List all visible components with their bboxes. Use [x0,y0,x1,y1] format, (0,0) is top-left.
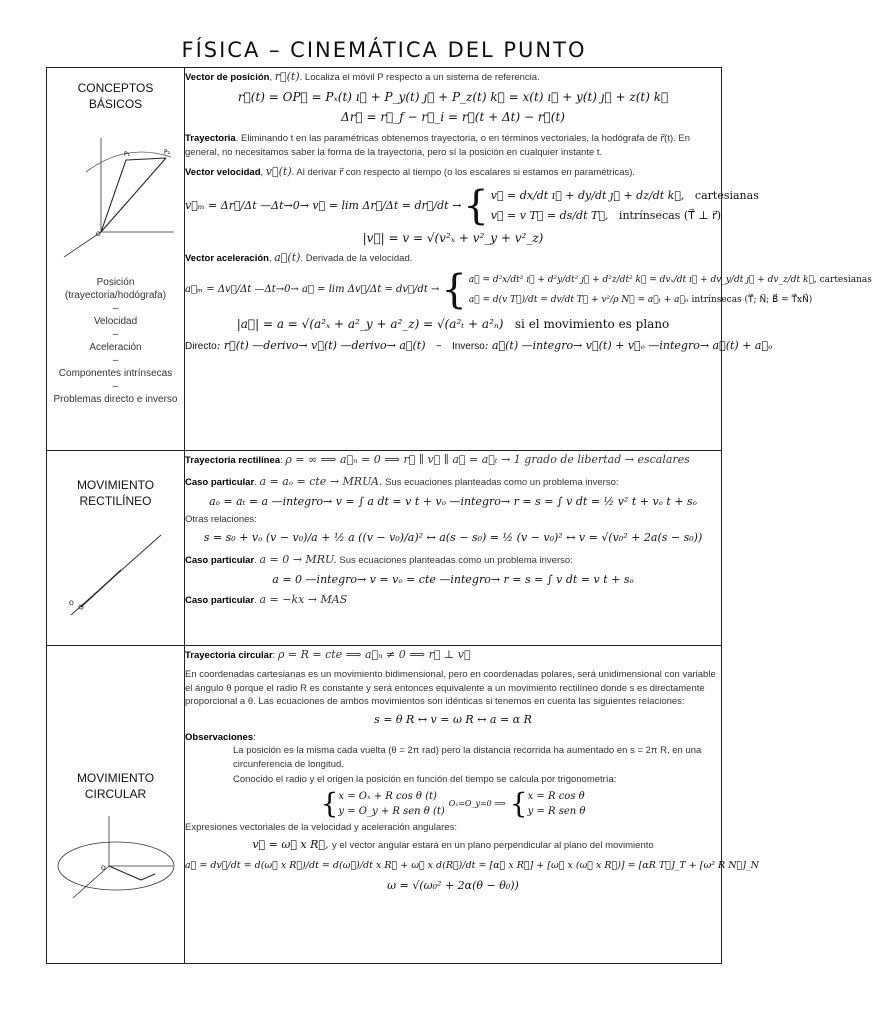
circ-heading: MOVIMIENTO CIRCULAR [76,771,155,801]
eq-displacement: Δr⃗ = r⃗_f − r⃗_i = r⃗(t + Δt) − r⃗(t) [341,110,565,124]
eq-mru-chain: a = 0 —integro→ v = vₒ = cte —integro→ r = s = ∫ v dt = v t + sₒ [272,572,634,586]
svg-text:O: O [95,231,101,238]
formula-table [46,67,872,964]
eq-vel-modulus: |v⃗| = v = √(v²ₓ + v²_y + v²_z) [362,231,544,245]
basic-left-cell [47,68,185,451]
eq-circ-accel: a⃗ = dv⃗/dt = d(ω⃗ x R⃗)/dt = d(ω⃗)/dt x R⃗ + ω⃗ x d(R⃗)/dt = [α⃗ x R⃗] + [ω⃗ x (ω⃗ x R⃗)] = [αR T⃗]_T + [ω² R N⃗]_N [185,860,759,871]
svg-text:O: O [68,600,74,607]
position-vector-diagram [56,122,176,262]
circ-left-cell [47,646,185,964]
circ-right-cell: Trayectoria circular: ρ = R = cte ⟹ a⃗ₙ ≠ 0 ⟹ r⃗ ⊥ v⃗ En coordenadas cartesianas es un movimiento bidimensional, pero en coordenadas polares, será unidimensional con variable el ángulo θ porque el radio R es constante y será entonces equivalente a un movimiento rectilíneo donde s es directamente proporcional a θ. Las ecuaciones de ambos movimientos son idénticas si tenemos en cuenta las siguientes relaciones: s = θ R ↔ v = ω R ↔ a = α R Observaciones: La posición es la misma cada vuelta (θ = 2π rad) pero la distancia recorrida ha aumentado en s = 2π R, en una circunferencia de longitud. Conocido el radio y el origen la posición en función del tiempo se calcula por trigonometría: { x = Oₓ + R cos θ (t) y = O_y + R sen θ (t) Oₓ=O_y=0 ⟹ { x = R cos θ y = R sen θ Expresiones vectoriales de la velocidad y aceleración angulares: v⃗ = ω⃗ x R⃗, y el vector angular estará en un plano perpendicular al plano del movimiento a⃗ = dv⃗/dt = d(ω⃗ x R⃗)/dt = d(ω⃗)/dt x R⃗ + ω⃗ x d(R⃗)/dt = [α⃗ x R⃗] + [ω⃗ x (ω⃗ x R⃗)] = [αR T⃗]_T + [ω² R N⃗]_N ω = √(ω₀² + 2α(θ − θ₀)) [185,646,722,964]
svg-text:O: O [100,865,106,872]
circular-diagram [53,808,179,908]
eq-omega: ω = √(ω₀² + 2α(θ − θ₀)) [387,879,519,892]
rect-right-cell: Trayectoria rectilínea: ρ = ∞ ⟹ a⃗ₙ = 0 ⟹ r⃗ ∥ v⃗ ∥ a⃗ = a⃗ₜ → 1 grado de libertad → escalares Caso particular. a = aₒ = cte → MRUA. Sus ecuaciones planteadas como un problema inverso: aₒ = aₜ = a —integro→ v = ∫ a dt = v t + vₒ —integro→ r = s = ∫ v dt = ½ v² t + vₒ t + sₒ Otras relaciones: s = s₀ + vₒ (v − v₀)/a + ½ a ((v − v₀)/a)² ↔ a(s − s₀) = ½ (v − v₀)² ↔ v = √(v₀² + 2a(s − s₀)) Caso particular. a = 0 → MRU. Sus ecuaciones planteadas como un problema inverso: a = 0 —integro→ v = vₒ = cte —integro→ r = s = ∫ v dt = v t + sₒ Caso particular. a = −kx → MAS [185,451,722,646]
svg-text:P₂: P₂ [163,149,170,156]
circ-intro-text: En coordenadas cartesianas es un movimiento bidimensional, pero en coordenadas polares, será unidimensional con variable el ángulo θ porque el radio R es constante y será entonces equivalente a un movimiento rectilíneo donde s es directamente proporcional a θ. Las ecuaciones de ambos movimientos son idénticas si tenemos en cuenta las siguientes relaciones: [185,669,716,707]
svg-text:P₁: P₁ [123,151,130,158]
basic-heading: CONCEPTOS BÁSICOS [77,81,154,111]
circ-vectorial-text: Expresiones vectoriales de la velocidad y aceleración angulares: [185,821,457,833]
rect-heading: MOVIMIENTO RECTILÍNEO [76,478,155,508]
rectilinear-diagram [61,525,171,625]
rect-left-cell [47,451,185,646]
pos-title: Vector de posición [185,72,270,83]
eq-position: r⃗(t) = OP⃗ = Pₓ(t) ı⃗ + P_y(t) ȷ⃗ + P_z(t) k⃗ = x(t) ı⃗ + y(t) ȷ⃗ + z(t) k⃗ [237,90,669,104]
eq-mrua-chain: aₒ = aₜ = a —integro→ v = ∫ a dt = v t + vₒ —integro→ r = s = ∫ v dt = ½ v² t + vₒ t + sₒ [209,495,697,508]
eq-vel-left: v⃗ₘ = Δr⃗/Δt —Δt→0→ v⃗ = lim Δr⃗/Δt = dr⃗/dt → [185,199,462,212]
eq-circ-relations: s = θ R ↔ v = ω R ↔ a = α R [374,712,532,726]
eq-other-relations: s = s₀ + vₒ (v − v₀)/a + ½ a ((v − v₀)/a)² ↔ a(s − s₀) = ½ (v − v₀)² ↔ v = √(v₀² + 2a(s − s₀)) [203,530,703,544]
obs-1: La posición es la misma cada vuelta (θ = 2π rad) pero la distancia recorrida ha aumentado en s = 2π R, en una circunferencia de longitud. [233,745,702,770]
page-title: FÍSICA – CINEMÁTICA DEL PUNTO [181,38,587,62]
basic-topics: Posición (trayectoria/hodógrafa) – Velocidad – Aceleración – Componentes intrínsecas – Problemas directo e inverso [53,277,178,405]
obs-2: Conocido el radio y el origen la posición en función del tiempo se calcula por trigonometría: [233,774,617,785]
basic-right-cell: Vector de posición, r⃗(t). Localiza el móvil P respecto a un sistema de referencia. r⃗(t) = OP⃗ = Pₓ(t) ı⃗ + P_y(t) ȷ⃗ + P_z(t) k⃗ = x(t) ı⃗ + y(t) ȷ⃗ + z(t) k⃗ Δr⃗ = r⃗_f − r⃗_i = r⃗(t + Δt) − r⃗(t) Trayectoria. Eliminando t en las paramétricas obtenemos trayectoria, o en términos vectoriales, la hodógrafa de r⃗(t). En general, no necesitamos saber la forma de la trayectoria, pero sí la posición en cualquier instante t. Vector velocidad, v⃗(t). Al derivar r⃗ con respecto al tiempo (o los escalares si estamos en paramétricas). v⃗ₘ = Δr⃗/Δt —Δt→0→ v⃗ = lim Δr⃗/Δt = dr⃗/dt → { v⃗ = dx/dt ı⃗ + dy/dt ȷ⃗ + dz/dt k⃗, cartesianas v⃗ = v T⃗ = ds/dt T⃗, intrínsecas (T⃗ ⊥ r⃗) |v⃗| = v = √(v²ₓ + v²_y + v²_z) Vector aceleración, a⃗(t). Derivada de la velocidad. a⃗ₘ = Δv⃗/Δt —Δt→0→ a⃗ = lim Δv⃗/Δt = dv⃗/dt → { a⃗ = d²x/dt² ı⃗ + d²y/dt² ȷ⃗ + d²z/dt² k⃗ = dvₓ/dt ı⃗ + dv_y/dt ȷ⃗ + dv_z/dt k⃗, cartesianas a⃗ = d(v T⃗)/dt = dv/dt T⃗ + v²/ρ N⃗ = a⃗ₜ + a⃗ₙ intrínsecas (T⃗; N⃗; B⃗ = T⃗xN⃗) |a⃗| = a = √(a²ₓ + a²_y + a²_z) = √(a²ₜ + a²ₙ) si el movimiento es plano Directo: r⃗(t) —derivo→ v⃗(t) —derivo→ a⃗(t) – Inverso: a⃗(t) —integro→ v⃗(t) + v⃗ₒ —integro→ a⃗(t) + a⃗ₒ [185,68,722,451]
eq-acc-modulus: |a⃗| = a = √(a²ₓ + a²_y + a²_z) = √(a²ₜ + a²ₙ) [236,317,504,331]
eq-acc-left: a⃗ₘ = Δv⃗/Δt —Δt→0→ a⃗ = lim Δv⃗/Δt = dv⃗/dt → [185,284,440,295]
